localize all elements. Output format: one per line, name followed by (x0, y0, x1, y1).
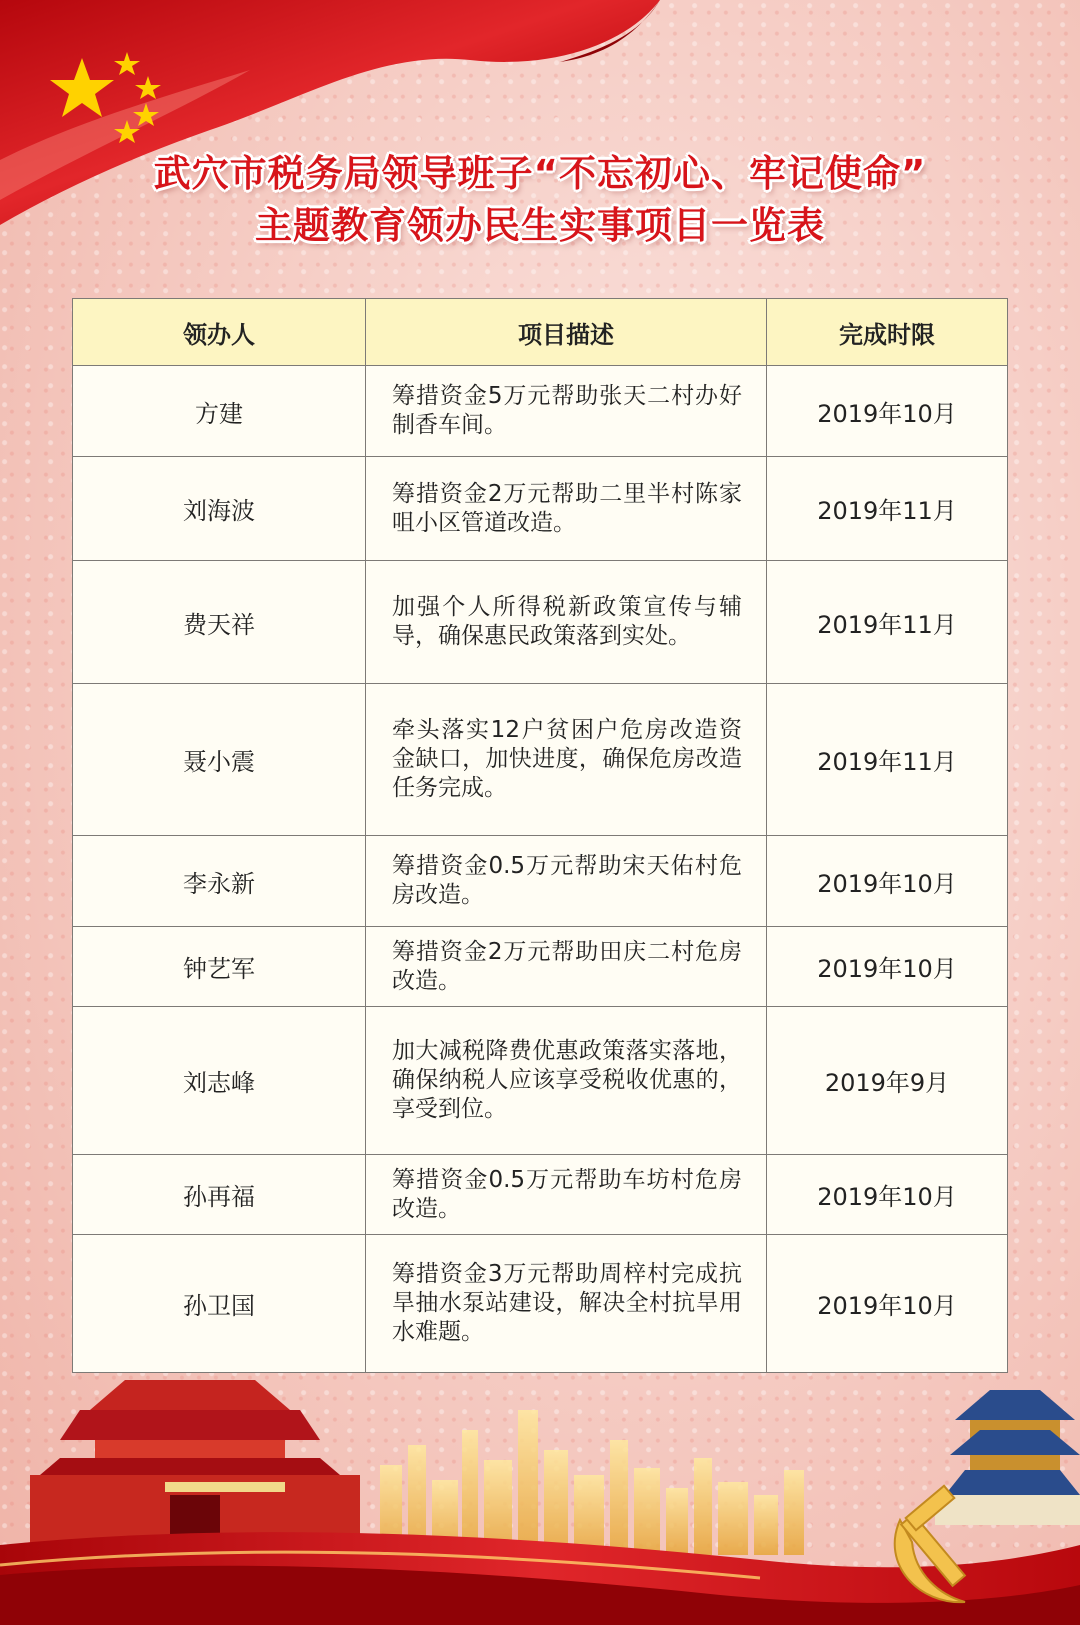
table-row (73, 684, 1008, 836)
deadline: 2019年9月 (767, 1007, 1008, 1155)
city-skyline-icon (380, 1410, 804, 1555)
deadline: 2019年10月 (767, 927, 1008, 1007)
table-header-row (73, 299, 1008, 366)
project-description: 牵头落实12户贫困户危房改造资金缺口，加快进度，确保危房改造任务完成。 (366, 684, 767, 836)
table-row (73, 561, 1008, 684)
table-row (73, 1007, 1008, 1155)
title-line-2: 主题教育领办民生实事项目一览表 (255, 204, 825, 247)
project-description: 筹措资金5万元帮助张天二村办好制香车间。 (366, 366, 767, 457)
project-description: 筹措资金3万元帮助周梓村完成抗旱抽水泵站建设，解决全村抗旱用水难题。 (366, 1235, 767, 1373)
leader-name: 费天祥 (73, 561, 366, 684)
project-description: 加强个人所得税新政策宣传与辅导，确保惠民政策落到实处。 (366, 561, 767, 684)
table-row (73, 836, 1008, 927)
poster-title (0, 148, 1080, 252)
leader-name: 孙卫国 (73, 1235, 366, 1373)
header-leader: 领办人 (73, 299, 366, 366)
deadline: 2019年11月 (767, 684, 1008, 836)
deadline: 2019年10月 (767, 1235, 1008, 1373)
footer-decoration (0, 1370, 1080, 1625)
project-description: 筹措资金2万元帮助二里半村陈家咀小区管道改造。 (366, 457, 767, 561)
header-description: 项目描述 (366, 299, 767, 366)
leader-name: 孙再福 (73, 1155, 366, 1235)
title-line-1: 武穴市税务局领导班子“不忘初心、牢记使命” (153, 152, 927, 195)
deadline: 2019年10月 (767, 366, 1008, 457)
leader-name: 刘志峰 (73, 1007, 366, 1155)
projects-table (72, 298, 1008, 1373)
table-row (73, 366, 1008, 457)
tiananmen-gate-icon (30, 1380, 360, 1555)
temple-of-heaven-icon (935, 1390, 1080, 1525)
leader-name: 聂小震 (73, 684, 366, 836)
deadline: 2019年10月 (767, 1155, 1008, 1235)
project-description: 筹措资金2万元帮助田庆二村危房改造。 (366, 927, 767, 1007)
deadline: 2019年11月 (767, 561, 1008, 684)
project-description: 筹措资金0.5万元帮助宋天佑村危房改造。 (366, 836, 767, 927)
header-deadline: 完成时限 (767, 299, 1008, 366)
leader-name: 刘海波 (73, 457, 366, 561)
project-description: 筹措资金0.5万元帮助车坊村危房改造。 (366, 1155, 767, 1235)
table-row (73, 1235, 1008, 1373)
table-row (73, 457, 1008, 561)
project-description: 加大减税降费优惠政策落实落地，确保纳税人应该享受税收优惠的，享受到位。 (366, 1007, 767, 1155)
table-row (73, 927, 1008, 1007)
deadline: 2019年10月 (767, 836, 1008, 927)
deadline: 2019年11月 (767, 457, 1008, 561)
leader-name: 方建 (73, 366, 366, 457)
leader-name: 钟艺军 (73, 927, 366, 1007)
table-row (73, 1155, 1008, 1235)
leader-name: 李永新 (73, 836, 366, 927)
